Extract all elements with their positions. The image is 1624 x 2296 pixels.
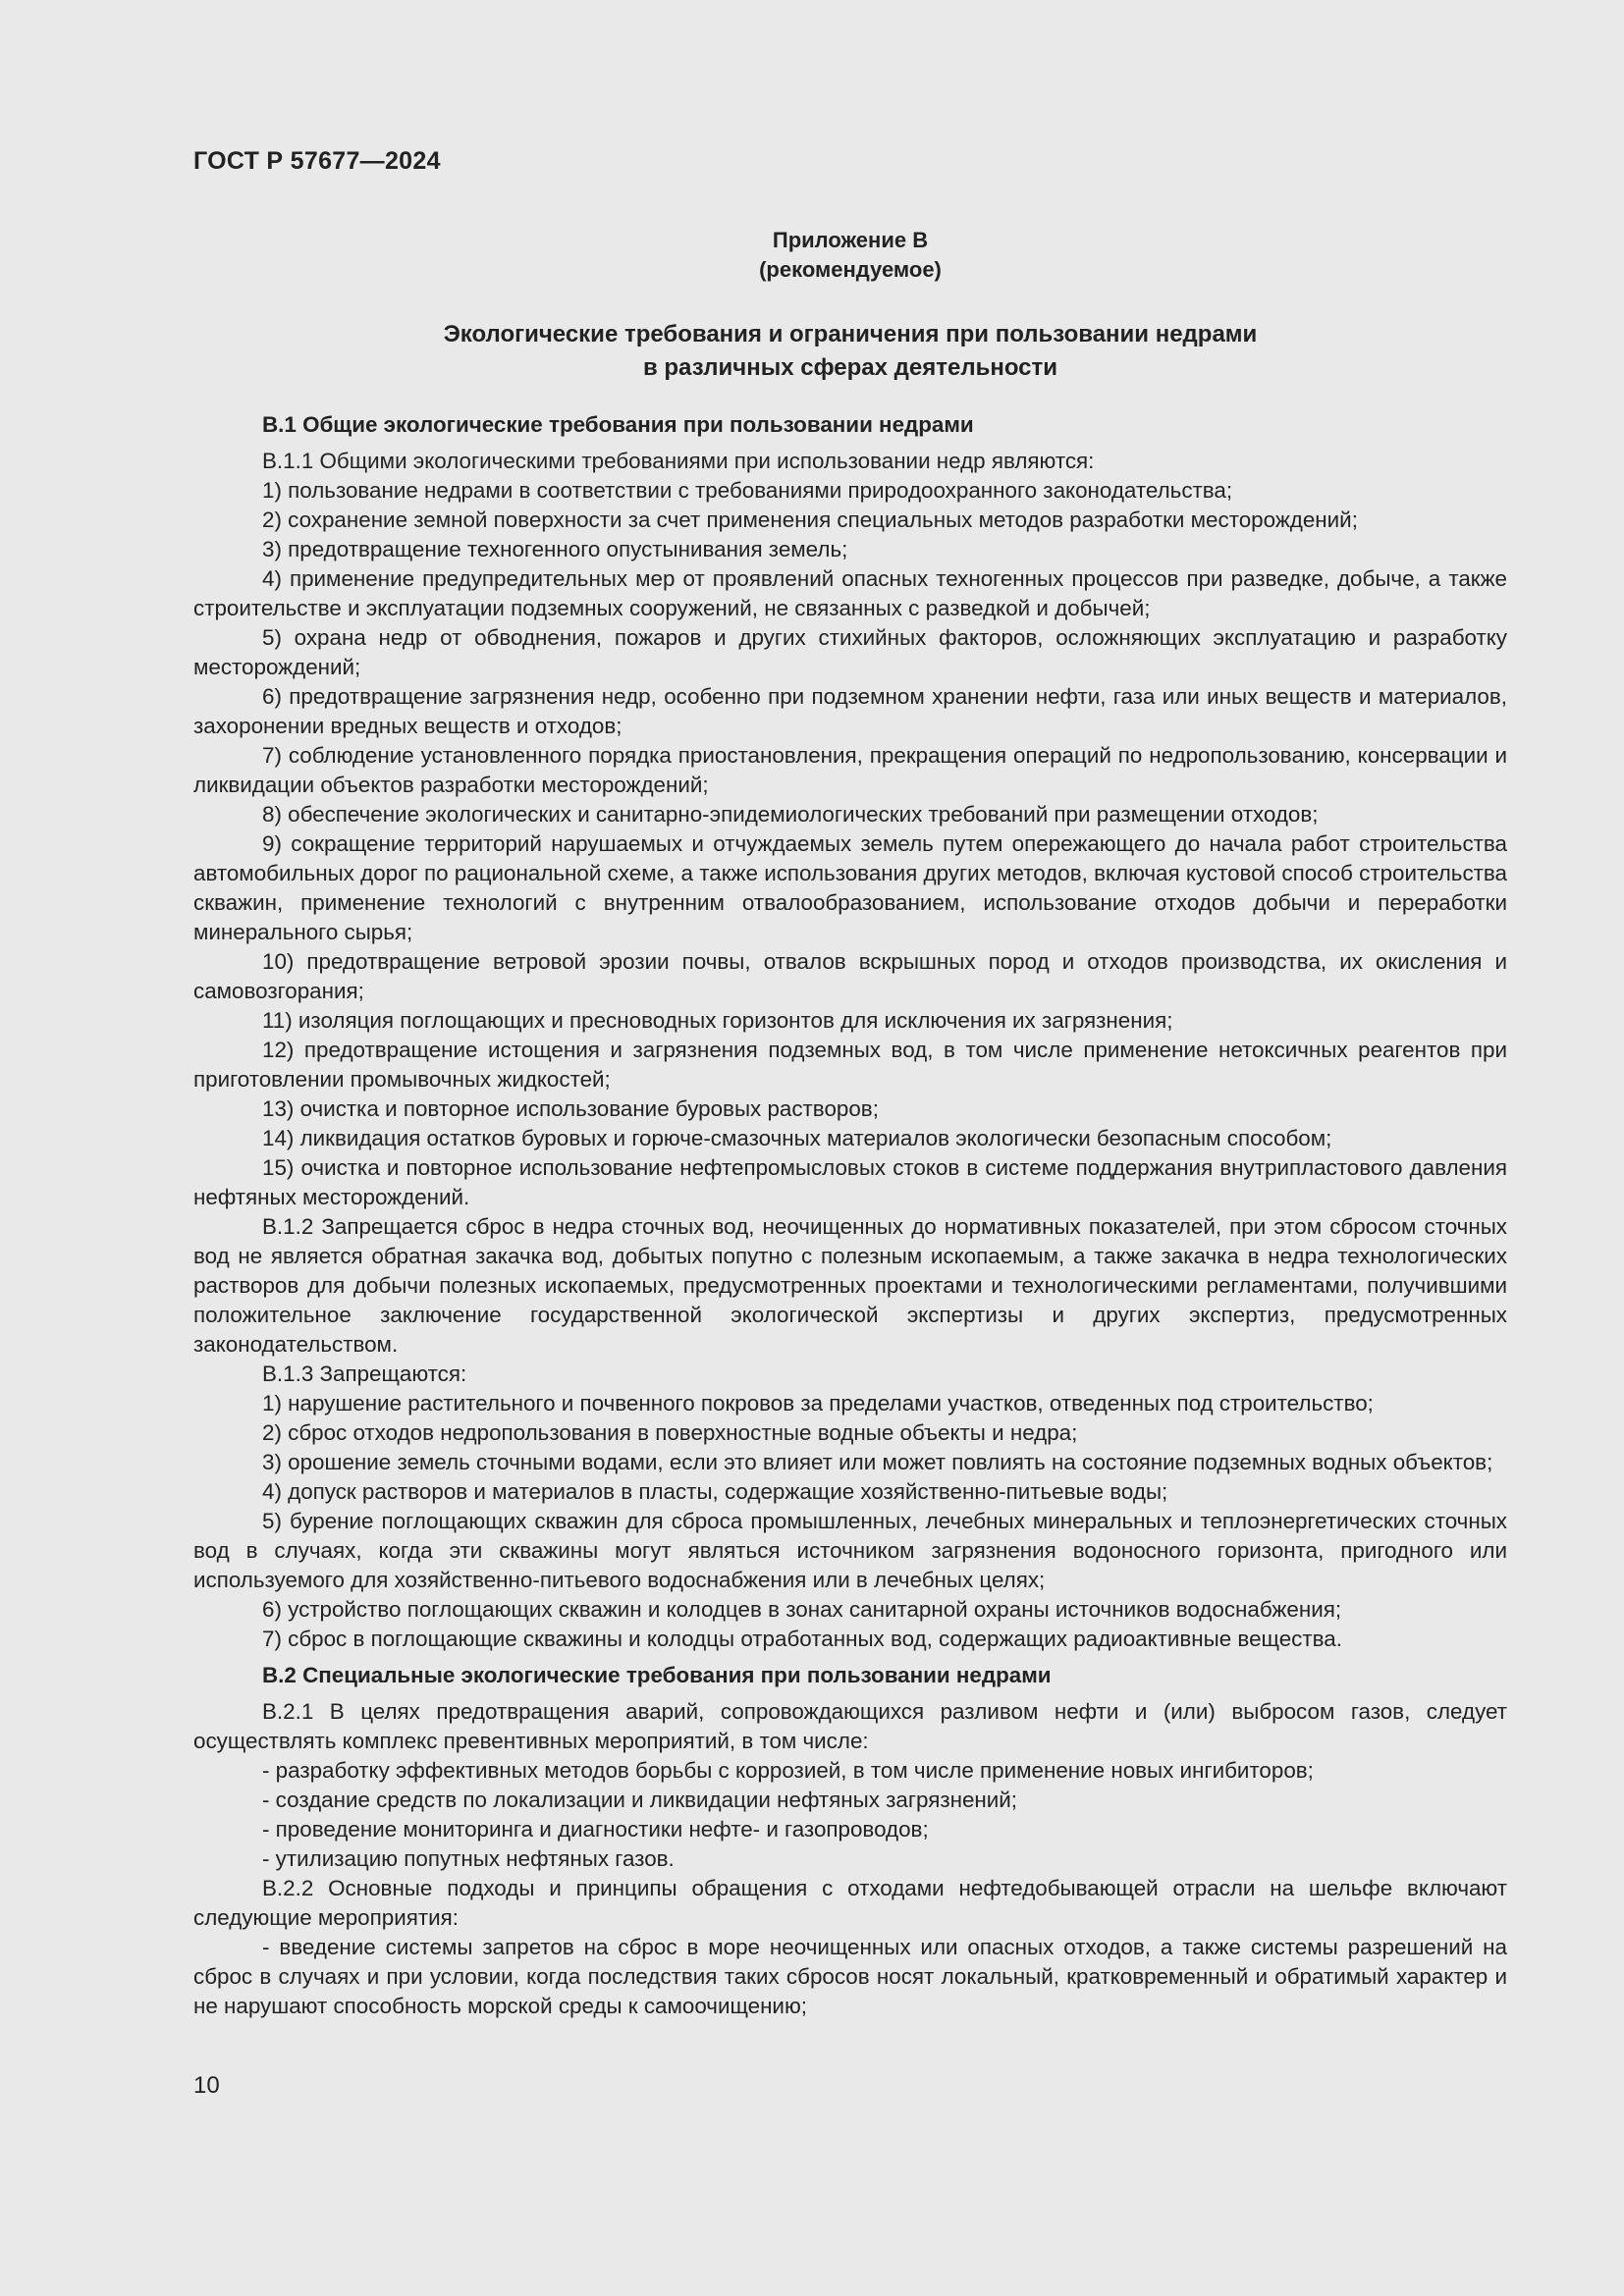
list-item: 1) пользование недрами в соответствии с требованиями природоохранного законодательства; (262, 478, 1233, 503)
paragraph: В.1.3 Запрещаются: (262, 1362, 467, 1386)
list-item: 4) применение предупредительных мер от проявлений опасных техногенных процессов при разведке, добыче, а также строительстве и эксплуатации подземных сооружений, не связанных с разведкой и добычей; (193, 566, 1507, 620)
list-item: 3) предотвращение техногенного опустынивания земель; (262, 537, 848, 561)
list-item: 5) охрана недр от обводнения, пожаров и других стихийных факторов, осложняющих эксплуатацию и разработку месторождений; (193, 625, 1507, 679)
list-item: - утилизацию попутных нефтяных газов. (262, 1846, 675, 1871)
list-item: 11) изоляция поглощающих и пресноводных горизонтов для исключения их загрязнения; (262, 1008, 1173, 1033)
list-item: 8) обеспечение экологических и санитарно-эпидемиологических требований при размещении отходов; (262, 802, 1319, 827)
paragraph: В.1.1 Общими экологическими требованиями при использовании недр являются: (262, 449, 1095, 473)
list-item: 5) бурение поглощающих скважин для сброса промышленных, лечебных минеральных и теплоэнергетических сточных вод в случаях, когда эти скважины могут являться источником загрязнения водоносного горизонта, пригодного или используемого для хозяйственно-питьевого водоснабжения или в лечебных целях; (193, 1509, 1507, 1592)
main-title-line-2: в различных сферах деятельности (642, 354, 1058, 381)
paragraph: В.2.1 В целях предотвращения аварий, сопровождающихся разливом нефти и (или) выбросом газов, следует осуществлять комплекс превентивных мероприятий, в том числе: (193, 1699, 1507, 1753)
page-number: 10 (193, 2072, 220, 2099)
list-item: 1) нарушение растительного и почвенного покровов за пределами участков, отведенных под строительство; (262, 1391, 1374, 1415)
appendix-heading (193, 226, 1507, 285)
list-item: 2) сброс отходов недропользования в поверхностные водные объекты и недра; (262, 1420, 1078, 1445)
document-code: ГОСТ Р 57677—2024 (193, 147, 441, 175)
section-heading: В.2 Специальные экологические требования при пользовании недрами (262, 1663, 1052, 1687)
list-item: 7) соблюдение установленного порядка приостановления, прекращения операций по недропользованию, консервации и ликвидации объектов разработки месторождений; (193, 743, 1507, 797)
section-heading: В.1 Общие экологические требования при пользовании недрами (262, 412, 974, 437)
list-item: 3) орошение земель сточными водами, если это влияет или может повлиять на состояние подземных водных объектов; (262, 1450, 1493, 1474)
list-item: - создание средств по локализации и ликвидации нефтяных загрязнений; (262, 1788, 1018, 1812)
list-item: 9) сокращение территорий нарушаемых и отчуждаемых земель путем опережающего до начала работ строительства автомобильных дорог по рациональной схеме, а также использования других методов, включая кустовой способ строительства скважин, применение технологий с внутренним отвалообразованием, использование отходов добычи и переработки минерального сырья; (193, 831, 1507, 944)
list-item: 12) предотвращение истощения и загрязнения подземных вод, в том числе применение нетоксичных реагентов при приготовлении промывочных жидкостей; (193, 1038, 1507, 1092)
list-item: 7) сброс в поглощающие скважины и колодцы отработанных вод, содержащих радиоактивные вещества. (262, 1627, 1342, 1651)
appendix-title: Приложение В (772, 228, 929, 252)
list-item: 13) очистка и повторное использование буровых растворов; (262, 1096, 879, 1121)
list-item: 4) допуск растворов и материалов в пласты, содержащие хозяйственно-питьевые воды; (262, 1479, 1168, 1504)
document-body (193, 410, 1507, 2021)
paragraph: В.2.2 Основные подходы и принципы обращения с отходами нефтедобывающей отрасли на шельфе включают следующие мероприятия: (193, 1876, 1507, 1930)
list-item: 6) устройство поглощающих скважин и колодцев в зонах санитарной охраны источников водоснабжения; (262, 1597, 1342, 1622)
list-item: - разработку эффективных методов борьбы с коррозией, в том числе применение новых ингибиторов; (262, 1758, 1314, 1783)
paragraph: В.1.2 Запрещается сброс в недра сточных вод, неочищенных до нормативных показателей, при этом сбросом сточных вод не является обратная закачка вод, добытых попутно с полезным ископаемым, а также закачка в недра технологических растворов для добычи полезных ископаемых, предусмотренных проектами и технологическими регламентами, получившими положительное заключение государственной экологической экспертизы и других экспертиз, предусмотренных законодательством. (193, 1214, 1507, 1357)
main-title (193, 318, 1507, 385)
list-item: - введение системы запретов на сброс в море неочищенных или опасных отходов, а также системы разрешений на сброс в случаях и при условии, когда последствия таких сбросов носят локальный, кратковременный и обратимый характер и не нарушают способность морской среды к самоочищению; (193, 1935, 1507, 2018)
list-item: 14) ликвидация остатков буровых и горюче-смазочных материалов экологически безопасным способом; (262, 1126, 1332, 1150)
main-title-line-1: Экологические требования и ограничения при пользовании недрами (443, 321, 1258, 347)
list-item: 6) предотвращение загрязнения недр, особенно при подземном хранении нефти, газа или иных веществ и материалов, захоронении вредных веществ и отходов; (193, 684, 1507, 738)
appendix-status: (рекомендуемое) (759, 257, 942, 282)
list-item: 2) сохранение земной поверхности за счет применения специальных методов разработки месторождений; (262, 507, 1358, 532)
list-item: 15) очистка и повторное использование нефтепромысловых стоков в системе поддержания внутрипластового давления нефтяных месторождений. (193, 1155, 1507, 1209)
list-item: - проведение мониторинга и диагностики нефте- и газопроводов; (262, 1817, 929, 1842)
list-item: 10) предотвращение ветровой эрозии почвы, отвалов вскрышных пород и отходов производства, их окисления и самовозгорания; (193, 949, 1507, 1003)
